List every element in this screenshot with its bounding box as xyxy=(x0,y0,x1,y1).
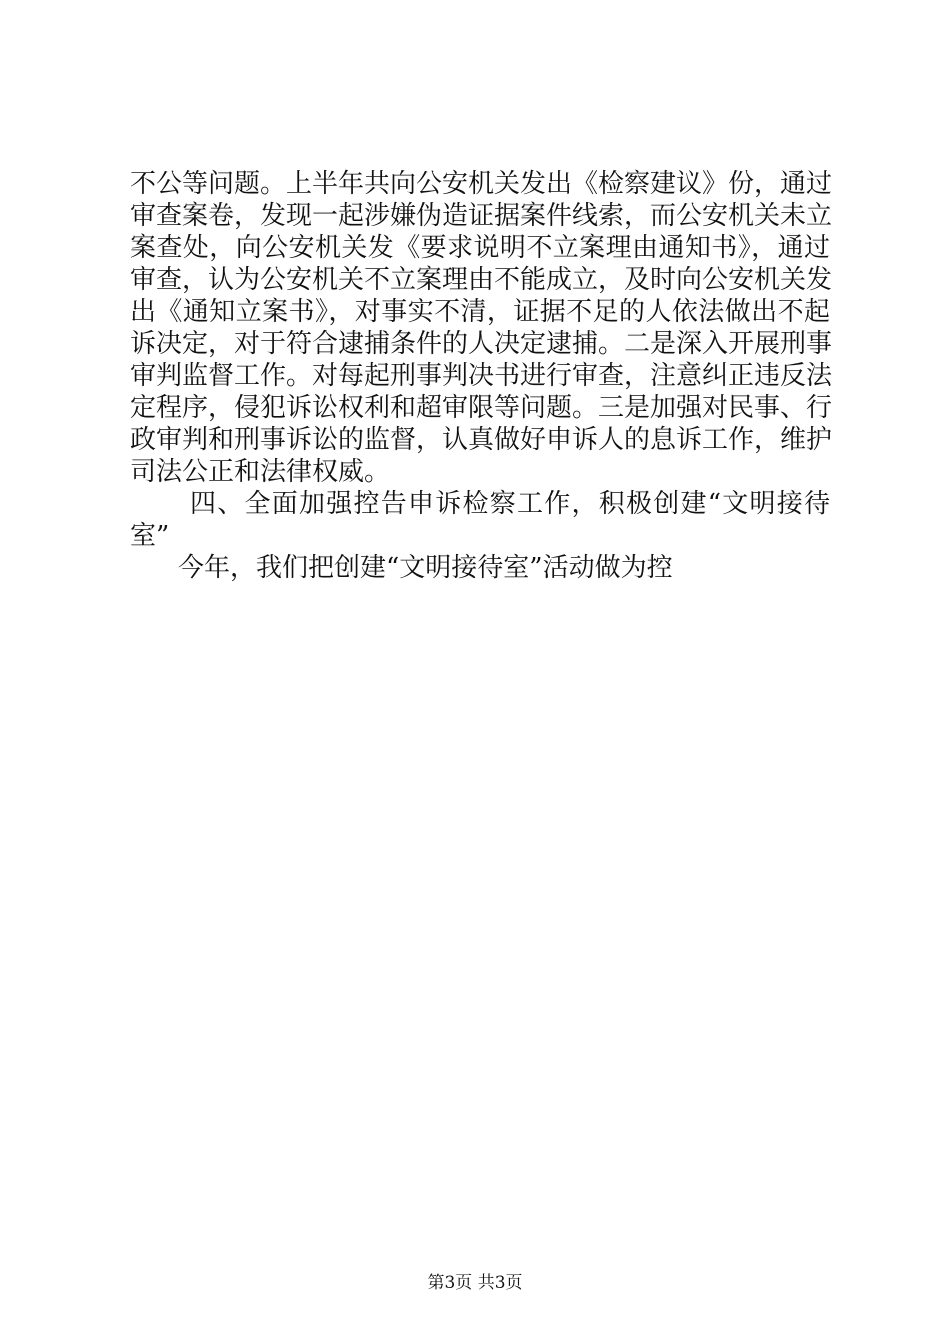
section-heading: 四、全面加强控告申诉检察工作，积极创建“文明接待 xyxy=(190,489,830,519)
section-heading-continued: 室” xyxy=(130,521,170,551)
text-line: 不公等问题。上半年共向公安机关发出《检察建议》份，通过 xyxy=(130,169,833,199)
text-line: 诉决定，对于符合逮捕条件的人决定逮捕。二是深入开展刑事 xyxy=(130,329,833,359)
text-line: 政审判和刑事诉讼的监督，认真做好申诉人的息诉工作，维护 xyxy=(130,425,833,455)
text-line: 出《通知立案书》，对事实不清，证据不足的人依法做出不起 xyxy=(130,297,830,327)
page-number: 第3页 共3页 xyxy=(427,1273,523,1293)
text-line: 定程序，侵犯诉讼权利和超审限等问题。三是加强对民事、行 xyxy=(130,393,833,423)
text-line: 审查案卷，发现一起涉嫌伪造证据案件线索，而公安机关未立 xyxy=(130,201,833,231)
text-line: 案查处，向公安机关发《要求说明不立案理由通知书》，通过 xyxy=(130,233,830,263)
text-line: 审判监督工作。对每起刑事判决书进行审查，注意纠正违反法 xyxy=(130,361,833,391)
text-line: 审查，认为公安机关不立案理由不能成立，及时向公安机关发 xyxy=(130,265,833,295)
text-line: 司法公正和法律权威。 xyxy=(130,457,391,487)
document-body xyxy=(130,168,833,584)
paragraph-start: 今年，我们把创建“文明接待室”活动做为控 xyxy=(178,553,673,583)
page-footer xyxy=(0,1272,950,1294)
